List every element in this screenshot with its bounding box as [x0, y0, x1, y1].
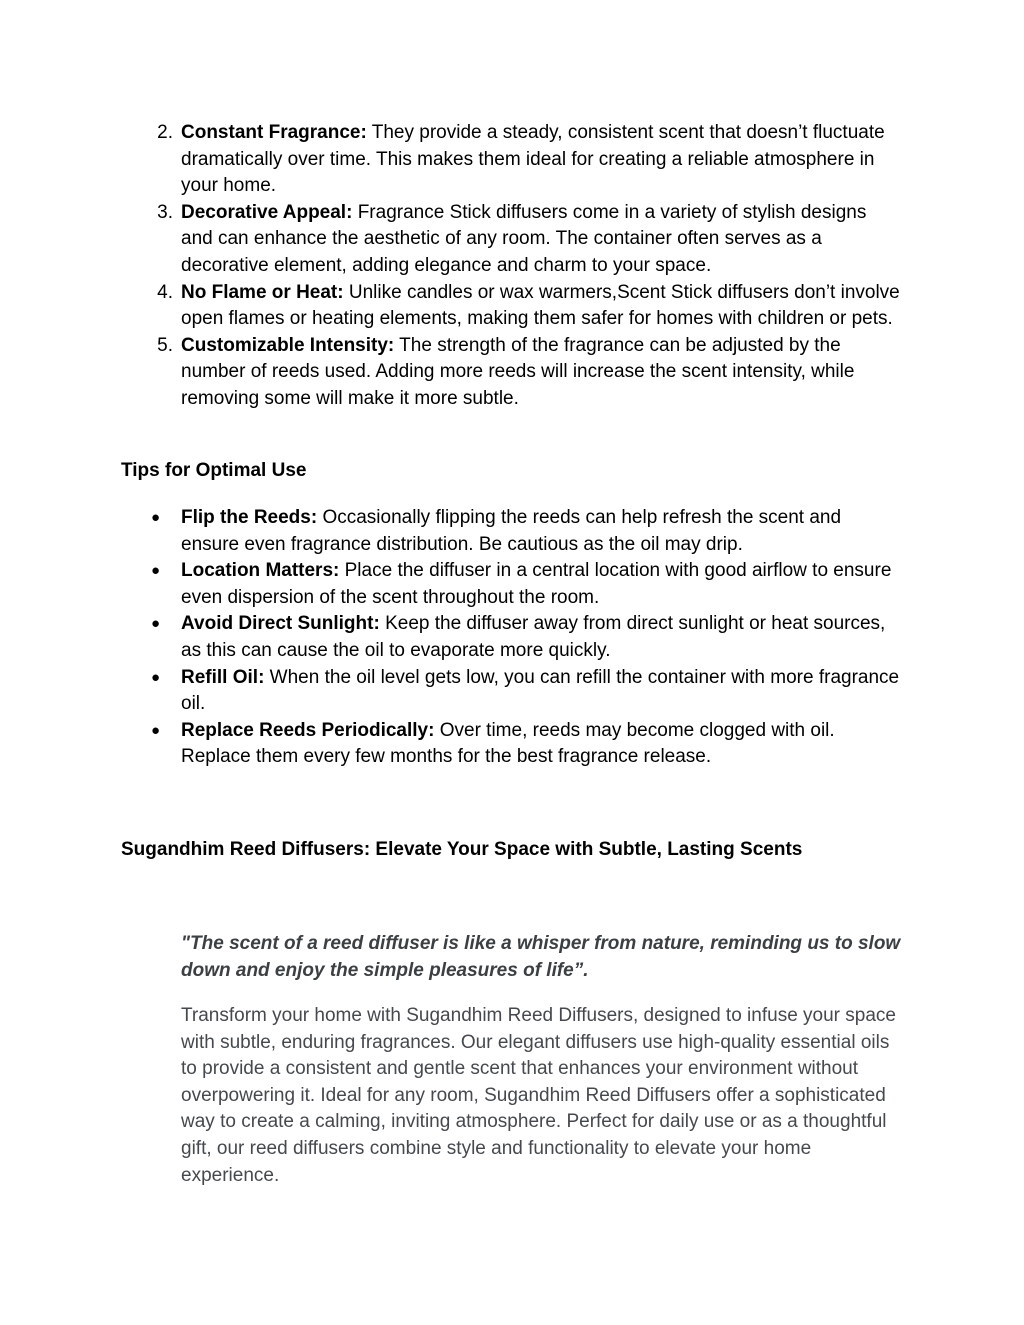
item-text: They provide a steady, consistent scent that doesn’t fluctuate dramatically over time. This makes them ideal for creating a reliable atmosphere in your home.: [181, 122, 885, 197]
benefits-numbered-list: [157, 120, 901, 413]
item-term: Constant Fragrance:: [181, 122, 367, 143]
list-item: [151, 665, 901, 718]
list-item: [151, 558, 901, 611]
bullet-icon: ●: [151, 615, 161, 633]
tips-heading: Tips for Optimal Use: [121, 460, 307, 481]
item-text: When the oil level gets low, you can refill the container with more fragrance oil.: [181, 666, 900, 715]
item-term: Flip the Reeds:: [181, 507, 318, 528]
item-term: Avoid Direct Sunlight:: [181, 613, 380, 635]
item-text: Place the diffuser in a central location with good airflow to ensure even dispersion of the scent throughout the room.: [181, 560, 892, 608]
list-item: [157, 333, 901, 413]
tips-bullet-list: [151, 505, 901, 771]
item-text: Fragrance Stick diffusers come in a variety of stylish designs and can enhance the aesthetic of any room. The container often serves as a decorative element, adding elegance and charm to your space.: [181, 201, 867, 276]
list-item: [151, 611, 901, 664]
list-number: 5.: [157, 334, 173, 356]
list-item: [157, 280, 901, 333]
item-text: The strength of the fragrance can be adjusted by the number of reeds used. Adding more reeds will increase the scent intensity, while removing some will make it more subtle.: [181, 334, 855, 409]
bullet-icon: ●: [151, 668, 161, 686]
item-text: Unlike candles or wax warmers,Scent Stick diffusers don’t involve open flames or heating elements, making them safer for homes with children or pets.: [181, 281, 900, 330]
item-term: Replace Reeds Periodically:: [181, 719, 435, 741]
list-item: [157, 120, 901, 200]
item-term: No Flame or Heat:: [181, 281, 344, 303]
item-text: Keep the diffuser away from direct sunlight or heat sources, as this can cause the oil to evaporate more quickly.: [181, 613, 886, 661]
item-term: Customizable Intensity:: [181, 334, 395, 356]
bullet-icon: ●: [151, 509, 161, 526]
section-heading: Sugandhim Reed Diffusers: Elevate Your Space with Subtle, Lasting Scents: [121, 839, 803, 860]
list-number: 2.: [157, 122, 173, 143]
bullet-icon: ●: [151, 721, 161, 739]
item-text: Over time, reeds may become clogged with oil. Replace them every few months for the best fragrance release.: [181, 719, 835, 768]
list-item: [151, 718, 901, 771]
item-text: Occasionally flipping the reeds can help refresh the scent and ensure even fragrance distribution. Be cautious as the oil may drip.: [181, 507, 842, 555]
pull-quote: "The scent of a reed diffuser is like a whisper from nature, reminding us to slow down and enjoy the simple pleasures of life”.: [181, 933, 901, 981]
list-item: [151, 505, 901, 558]
item-term: Location Matters:: [181, 560, 340, 582]
list-number: 4.: [157, 281, 173, 303]
bullet-icon: ●: [151, 562, 161, 580]
item-term: Decorative Appeal:: [181, 201, 353, 223]
description-paragraph: Transform your home with Sugandhim Reed Diffusers, designed to infuse your space with subtle, enduring fragrances. Our elegant diffusers use high-quality essential oils to provide a consistent and gentle scent that enhances your environment without overpowering it. Ideal for any room, Sugandhim Reed Diffusers offer a sophisticated way to create a calming, inviting atmosphere. Perfect for daily use or as a thoughtful gift, our reed diffusers combine style and functionality to elevate your home experience.: [181, 1005, 896, 1186]
item-term: Refill Oil:: [181, 666, 265, 688]
list-number: 3.: [157, 201, 173, 223]
list-item: [157, 200, 901, 280]
